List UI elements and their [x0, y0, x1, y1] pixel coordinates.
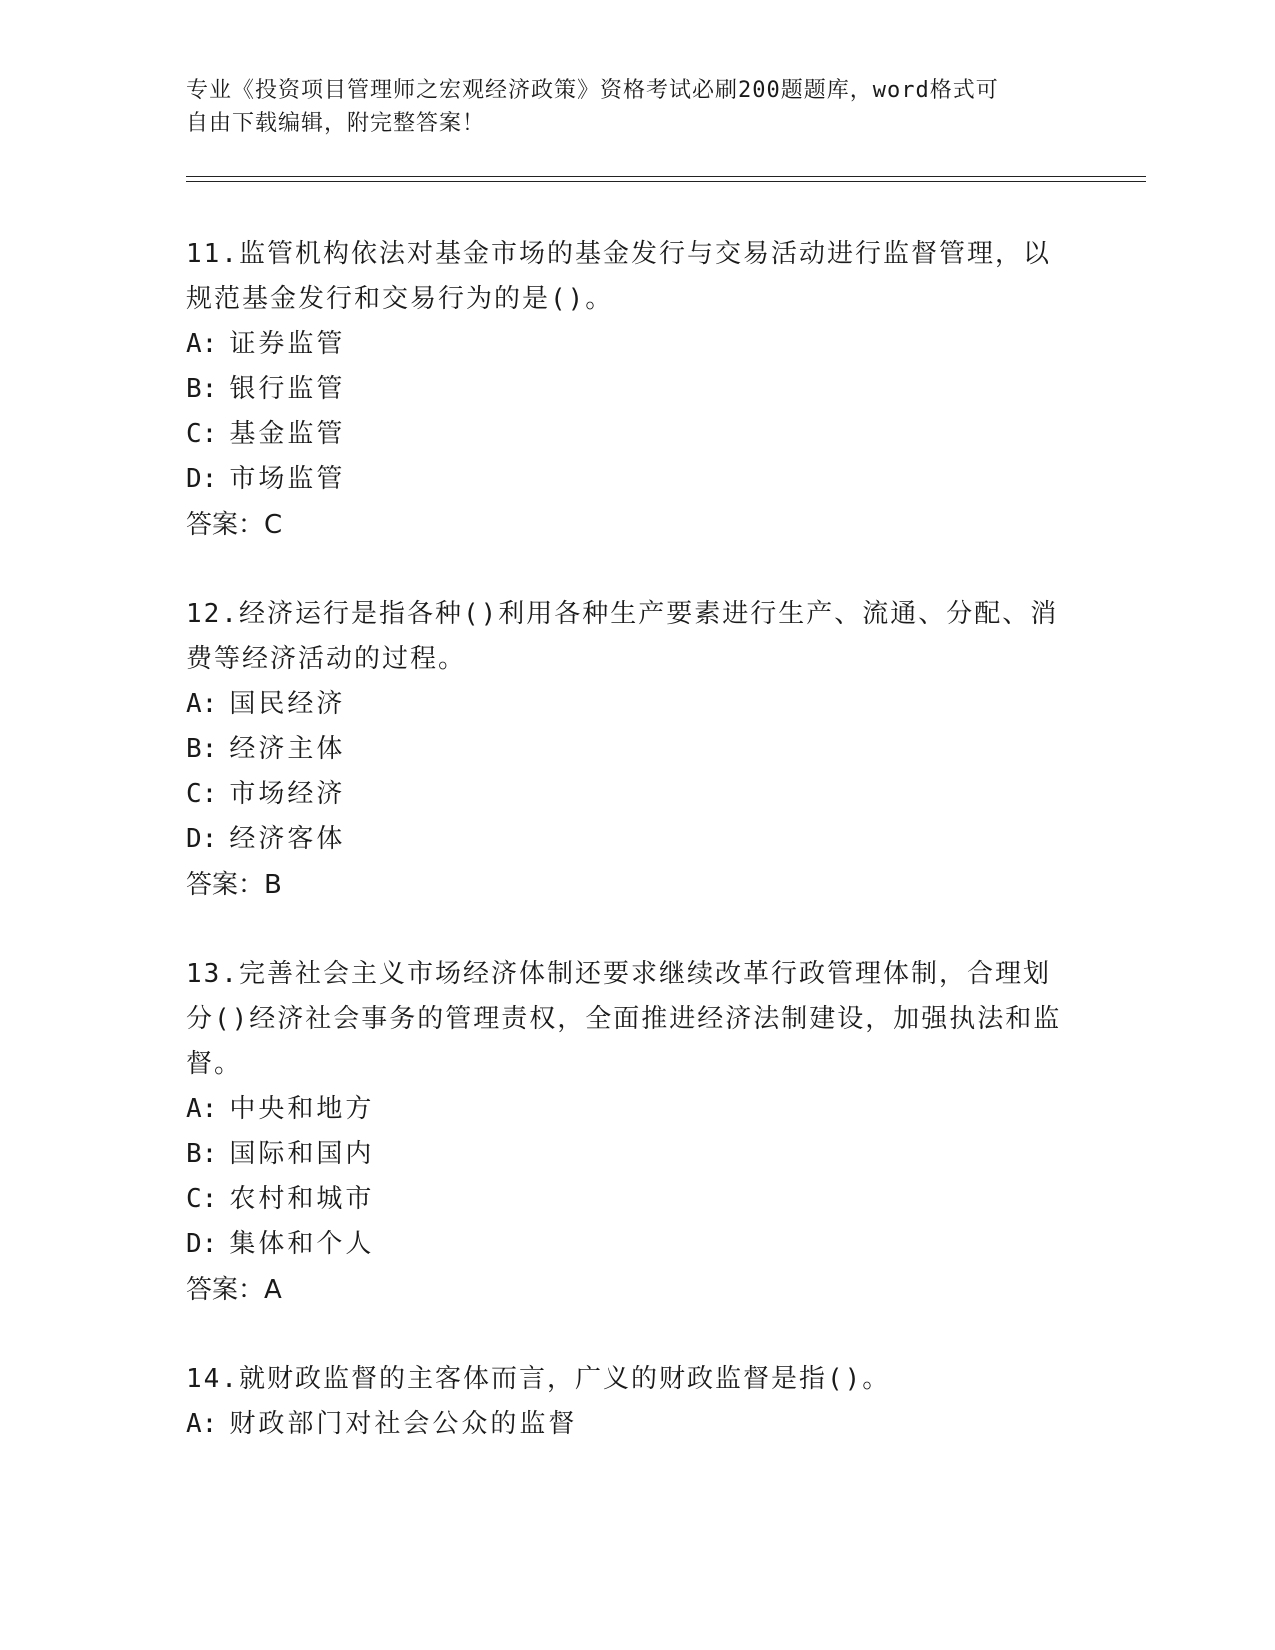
option-text: 基金监管 — [229, 419, 346, 449]
answer: 答案：B — [186, 870, 282, 900]
answer: 答案：C — [186, 510, 283, 540]
option-a — [186, 682, 1076, 727]
option-text: 经济主体 — [229, 734, 346, 764]
header-line-1: 专业《投资项目管理师之宏观经济政策》资格考试必刷200题题库，word格式可 — [186, 78, 999, 103]
option-d — [186, 817, 1076, 862]
option-label: B: — [186, 734, 218, 764]
question-12 — [186, 592, 1076, 908]
question-stem: 11.监管机构依法对基金市场的基金发行与交易活动进行监督管理，以规范基金发行和交易行为的是()。 — [186, 239, 1051, 314]
option-text: 经济客体 — [229, 824, 346, 854]
option-label: B: — [186, 374, 218, 404]
option-label: C: — [186, 779, 218, 809]
option-label: A: — [186, 1094, 218, 1124]
question-stem: 12.经济运行是指各种()利用各种生产要素进行生产、流通、分配、消费等经济活动的过程。 — [186, 599, 1059, 674]
option-label: A: — [186, 1409, 218, 1439]
option-b — [186, 1132, 1076, 1177]
question-stem: 13.完善社会主义市场经济体制还要求继续改革行政管理体制，合理划分()经济社会事务的管理责权，全面推进经济法制建设，加强执法和监督。 — [186, 959, 1062, 1079]
option-b — [186, 367, 1076, 412]
header-divider-top — [186, 176, 1146, 177]
option-text: 财政部门对社会公众的监督 — [229, 1409, 578, 1439]
option-label: C: — [186, 1184, 218, 1214]
option-label: B: — [186, 1139, 218, 1169]
option-text: 国际和国内 — [229, 1139, 375, 1169]
option-text: 银行监管 — [229, 374, 346, 404]
option-text: 中央和地方 — [229, 1094, 375, 1124]
option-text: 证券监管 — [229, 329, 346, 359]
option-b — [186, 727, 1076, 772]
question-list — [186, 232, 1076, 1491]
option-a — [186, 1087, 1076, 1132]
question-11 — [186, 232, 1076, 548]
header-line-2: 自由下载编辑，附完整答案！ — [186, 111, 486, 136]
option-label: D: — [186, 824, 218, 854]
option-d — [186, 457, 1076, 502]
option-text: 集体和个人 — [229, 1229, 375, 1259]
question-13 — [186, 952, 1076, 1313]
option-a — [186, 322, 1076, 367]
option-label: D: — [186, 464, 218, 494]
option-text: 市场经济 — [229, 779, 346, 809]
option-label: A: — [186, 329, 218, 359]
option-label: A: — [186, 689, 218, 719]
header-divider-bottom — [186, 181, 1146, 182]
option-c — [186, 772, 1076, 817]
option-a — [186, 1402, 1076, 1447]
question-stem: 14.就财政监督的主客体而言，广义的财政监督是指()。 — [186, 1364, 891, 1394]
option-label: D: — [186, 1229, 218, 1259]
option-text: 市场监管 — [229, 464, 346, 494]
option-text: 国民经济 — [229, 689, 346, 719]
option-c — [186, 1177, 1076, 1222]
question-14 — [186, 1357, 1076, 1447]
option-d — [186, 1222, 1076, 1267]
option-label: C: — [186, 419, 218, 449]
answer: 答案：A — [186, 1275, 282, 1305]
option-c — [186, 412, 1076, 457]
document-header — [186, 74, 1086, 140]
option-text: 农村和城市 — [229, 1184, 375, 1214]
